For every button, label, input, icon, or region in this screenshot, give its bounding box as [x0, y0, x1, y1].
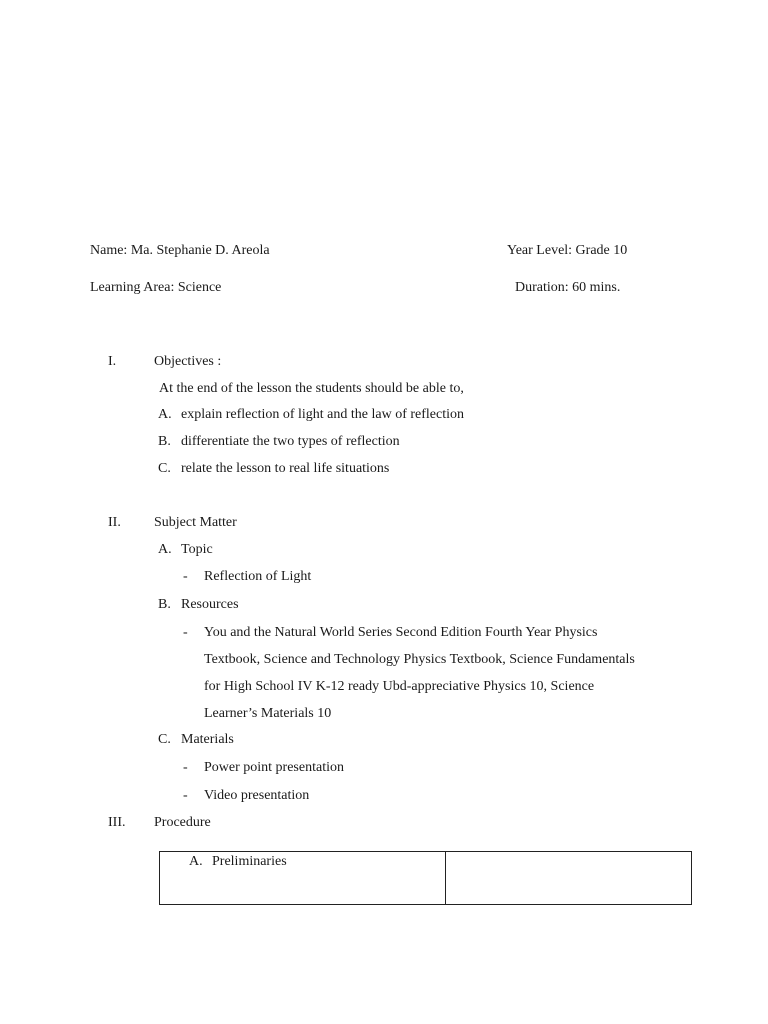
topic-value: Reflection of Light: [204, 569, 312, 584]
procedure-table-cell-right: [446, 852, 691, 904]
resources-line: for High School IV K-12 ready Ubd-appreciative Physics 10, Science: [204, 679, 595, 694]
resources-line: Learner’s Materials 10: [204, 706, 332, 721]
section-numeral-objectives: I.: [108, 354, 117, 369]
subsection-label-resources: Resources: [181, 597, 239, 612]
objective-letter: A.: [158, 407, 172, 422]
bullet-dash: -: [183, 760, 188, 775]
subsection-letter: C.: [158, 732, 171, 747]
objective-item: differentiate the two types of reflection: [181, 434, 400, 449]
subsection-label-materials: Materials: [181, 732, 234, 747]
bullet-dash: -: [183, 625, 188, 640]
section-numeral-procedure: III.: [108, 815, 126, 830]
procedure-table-cell-left: [160, 852, 446, 904]
section-title-subject-matter: Subject Matter: [154, 515, 237, 530]
objective-item: explain reflection of light and the law of reflection: [181, 407, 465, 422]
subsection-letter: B.: [158, 597, 171, 612]
bullet-dash: -: [183, 788, 188, 803]
material-item: Video presentation: [204, 788, 310, 803]
learning-area-field: Learning Area: Science: [90, 280, 222, 295]
year-level-field: Year Level: Grade 10: [507, 243, 628, 258]
section-title-procedure: Procedure: [154, 815, 211, 830]
material-item: Power point presentation: [204, 760, 344, 775]
resources-line: You and the Natural World Series Second Edition Fourth Year Physics: [204, 625, 598, 640]
subsection-label-topic: Topic: [181, 542, 213, 557]
section-title-objectives: Objectives :: [154, 354, 222, 369]
subsection-letter: A.: [158, 542, 172, 557]
name-field: Name: Ma. Stephanie D. Areola: [90, 243, 270, 258]
resources-line: Textbook, Science and Technology Physics Textbook, Science Fundamentals: [204, 652, 635, 667]
objectives-intro: At the end of the lesson the students should be able to,: [159, 381, 464, 396]
procedure-table: [159, 851, 692, 905]
bullet-dash: -: [183, 569, 188, 584]
procedure-cell-letter: A.: [189, 854, 203, 869]
objective-letter: B.: [158, 434, 171, 449]
procedure-cell-text: Preliminaries: [212, 854, 287, 869]
objective-letter: C.: [158, 461, 171, 476]
objective-item: relate the lesson to real life situations: [181, 461, 390, 476]
duration-field: Duration: 60 mins.: [515, 280, 621, 295]
section-numeral-subject-matter: II.: [108, 515, 121, 530]
